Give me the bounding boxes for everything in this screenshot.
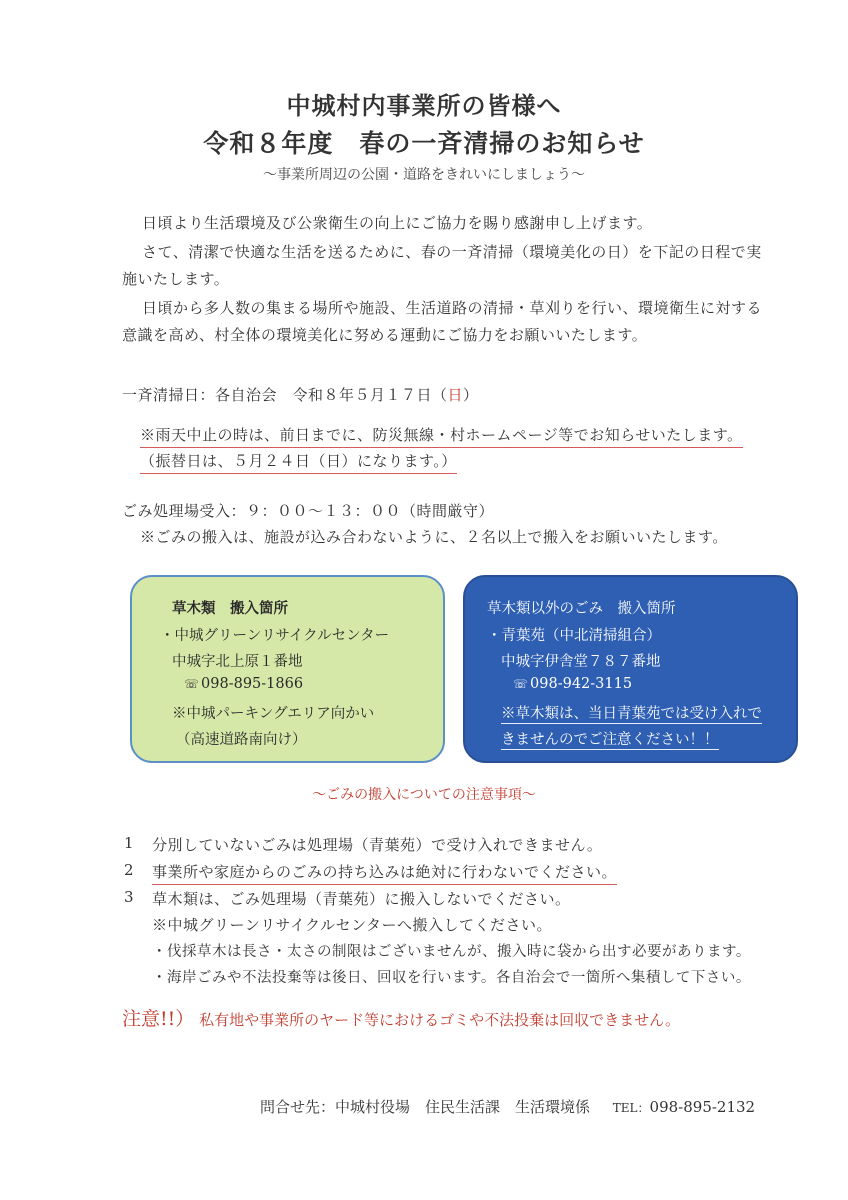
green-waste-box [130, 575, 445, 763]
blue-box-line2: 中城字伊舎堂７８７番地 [501, 654, 661, 670]
title-line2: 令和８年度 春の一斉清掃のお知らせ [203, 129, 645, 158]
notice-num-1: 1 [124, 834, 134, 852]
green-box-line1: ・中城グリーンリサイクルセンター [160, 628, 390, 644]
notice-num-3: 3 [124, 888, 134, 906]
phone-icon: ☏ [184, 677, 200, 691]
notice-sub3: ・海岸ごみや不法投棄等は後日、回収を行います。各自治会で一箇所へ集積して下さい。 [152, 970, 751, 986]
footer-tel: 098-895-2132 [649, 1098, 756, 1116]
green-box-phone-row [184, 676, 303, 692]
blue-box-line1: ・青葉苑（中北清掃組合） [487, 628, 661, 644]
notice-item-2: 事業所や家庭からのごみの持ち込みは絶対に行わないでください。 [152, 861, 617, 885]
disposal-note: ※ごみの搬入は、施設が込み合わないように、２名以上で搬入をお願いいたします。 [140, 528, 728, 546]
blue-box-phone: 098-942-3115 [530, 676, 633, 692]
notice-item-3: 草木類は、ごみ処理場（青葉苑）に搬入しないでください。 [152, 890, 571, 908]
alt-date: （振替日は、５月２４日（日）になります。） [140, 450, 457, 474]
schedule-line [122, 384, 479, 405]
subtitle: ～事業所周辺の公園・道路をきれいにしましょう～ [263, 167, 585, 183]
footer-tel-label: TEL： [612, 1101, 650, 1115]
blue-box-heading: 草木類以外のごみ 搬入箇所 [487, 601, 676, 617]
blue-box-line5: きませんのでご注意ください！！ [501, 728, 719, 750]
green-box-heading: 草木類 搬入箇所 [172, 600, 288, 617]
notice-sub1: ※中城グリーンリサイクルセンターへ搬入してください。 [152, 916, 553, 934]
caution-line [122, 1004, 680, 1031]
rain-note: ※雨天中止の時は、前日までに、防災無線・村ホームページ等でお知らせいたします。 [140, 424, 743, 448]
intro-p3a: 日頃から多人数の集まる場所や施設、生活道路の清掃・草刈りを行い、環境衛生に対する [142, 299, 763, 317]
green-box-line2: 中城字北上原１番地 [172, 654, 303, 670]
intro-p2b: 施いたします。 [122, 270, 230, 288]
notice-num-2: 2 [124, 861, 134, 879]
other-waste-box [463, 575, 798, 763]
green-box-line4: ※中城パーキングエリア向かい [172, 706, 375, 722]
green-box-phone: 098-895-1866 [201, 676, 304, 692]
notice-item-1: 分別していないごみは処理場（青葉苑）で受け入れできません。 [152, 836, 603, 854]
schedule-label: 一斉清掃日：各自治会 令和８年５月１７日（ [122, 386, 448, 404]
intro-p2a: さて、清潔で快適な生活を送るために、春の一斉清掃（環境美化の日）を下記の日程で実 [142, 243, 762, 261]
disposal-hours: ごみ処理場受入：９：００～１３：００（時間厳守） [122, 502, 495, 520]
footer-contact: 問合せ先：中城村役場 住民生活課 生活環境係 [260, 1098, 591, 1116]
intro-p1: 日頃より生活環境及び公衆衛生の向上にご協力を賜り感謝申し上げます。 [142, 214, 653, 232]
footer-contact-row [260, 1096, 755, 1117]
blue-box-line4: ※草木類は、当日青葉苑では受け入れで [501, 702, 762, 724]
schedule-day: 日 [447, 386, 464, 404]
blue-box-phone-row [513, 676, 632, 692]
notice-sub2: ・伐採草木は長さ・太さの制限はございませんが、搬入時に袋から出す必要があります。 [152, 944, 751, 960]
caution-label: 注意!!） [122, 1008, 195, 1030]
title-line1: 中城村内事業所の皆様へ [286, 91, 562, 120]
caution-text: 私有地や事業所のヤード等におけるゴミや不法投棄は回収できません。 [199, 1011, 680, 1029]
intro-p3b: 意識を高め、村全体の環境美化に努める運動にご協力をお願いいたします。 [122, 326, 648, 344]
schedule-close: ） [463, 386, 479, 404]
phone-icon: ☏ [513, 677, 529, 691]
green-box-line5: （高速道路南向け） [176, 732, 307, 748]
notices-heading: ～ごみの搬入についての注意事項～ [312, 787, 536, 803]
